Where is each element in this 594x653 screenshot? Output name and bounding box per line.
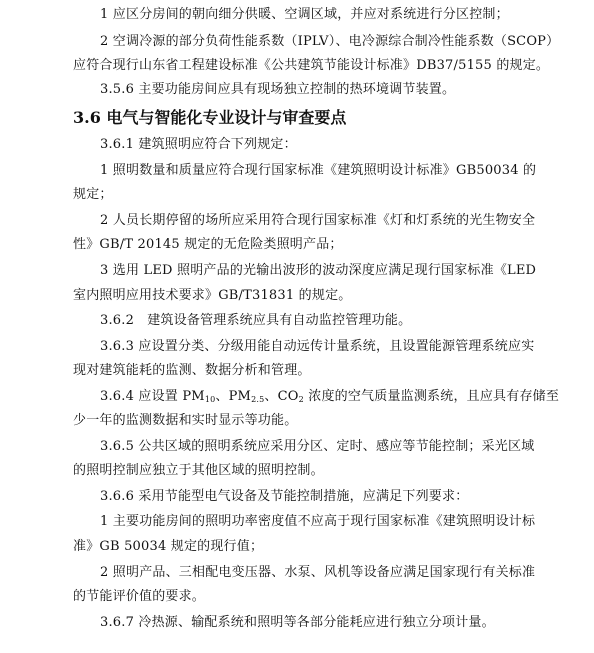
paragraph-line: 3.6.6 采用节能型电气设备及节能控制措施，应满足下列要求： [100,489,469,504]
paragraph-line: 3.5.6 主要功能房间应具有现场独立控制的热环境调节装置。 [100,82,456,97]
paragraph-line: 准》GB 50034 规定的现行值； [73,539,264,554]
paragraph-line: 3 选用 LED 照明产品的光输出波形的波动深度应满足现行国家标准《LED [100,263,537,278]
paragraph-line: 3.6.3 应设置分类、分级用能自动远传计量系统，且设置能源管理系统应实 [100,339,535,354]
paragraph-line: 少一年的监测数据和实时显示等功能。 [73,413,298,428]
paragraph-line: 2 人员长期停留的场所应采用符合现行国家标准《灯和灯系统的光生物安全 [100,213,536,228]
paragraph-line: 1 照明数量和质量应符合现行国家标准《建筑照明设计标准》GB50034 的 [100,163,537,178]
paragraph-line: 2 照明产品、三相配电变压器、水泵、风机等设备应满足国家现行有关标准 [100,565,536,580]
text-fragment: 浓度的空气质量监测系统，且应具有存储至 [303,389,560,404]
paragraph-line: 2 空调冷源的部分负荷性能系数（IPLV）、电冷源综合制冷性能系数（SCOP） [100,34,560,49]
text-fragment: 、PM [215,389,252,404]
paragraph-line: 现对建筑能耗的监测、数据分析和管理。 [73,363,311,378]
section-heading: 3.6 电气与智能化专业设计与审查要点 [73,108,347,127]
subscript: 2 [298,395,304,404]
paragraph-line: 的照明控制应独立于其他区域的照明控制。 [73,463,324,478]
subscript: 2.5 [251,395,265,404]
paragraph-line: 1 应区分房间的朝向细分供暖、空调区域，并应对系统进行分区控制； [100,7,509,22]
paragraph-line: 1 主要功能房间的照明功率密度值不应高于现行国家标准《建筑照明设计标 [100,514,536,529]
subscript: 10 [204,395,216,404]
paragraph-line: 的节能评价值的要求。 [73,589,206,604]
paragraph-line: 3.6.5 公共区域的照明系统应采用分区、定时、感应等节能控制；采光区域 [100,439,535,454]
text-fragment: 、CO [264,389,299,404]
paragraph-line: 室内照明应用技术要求》GB/T31831 的规定。 [73,288,352,303]
paragraph-line: 应符合现行山东省工程建设标准《公共建筑节能设计标准》DB37/5155 的规定。 [73,58,550,73]
paragraph-line: 3.6.7 冷热源、输配系统和照明等各部分能耗应进行独立分项计量。 [100,615,495,630]
paragraph-line: 3.6.1 建筑照明应符合下列规定： [100,137,297,152]
text-fragment: 3.6.4 应设置 PM [100,389,205,404]
paragraph-line: 规定； [73,187,113,202]
paragraph-line: 性》GB/T 20145 规定的无危险类照明产品； [73,237,343,252]
paragraph-line: 3.6.2 建筑设备管理系统应具有自动监控管理功能。 [100,313,412,328]
paragraph-line [100,389,560,405]
